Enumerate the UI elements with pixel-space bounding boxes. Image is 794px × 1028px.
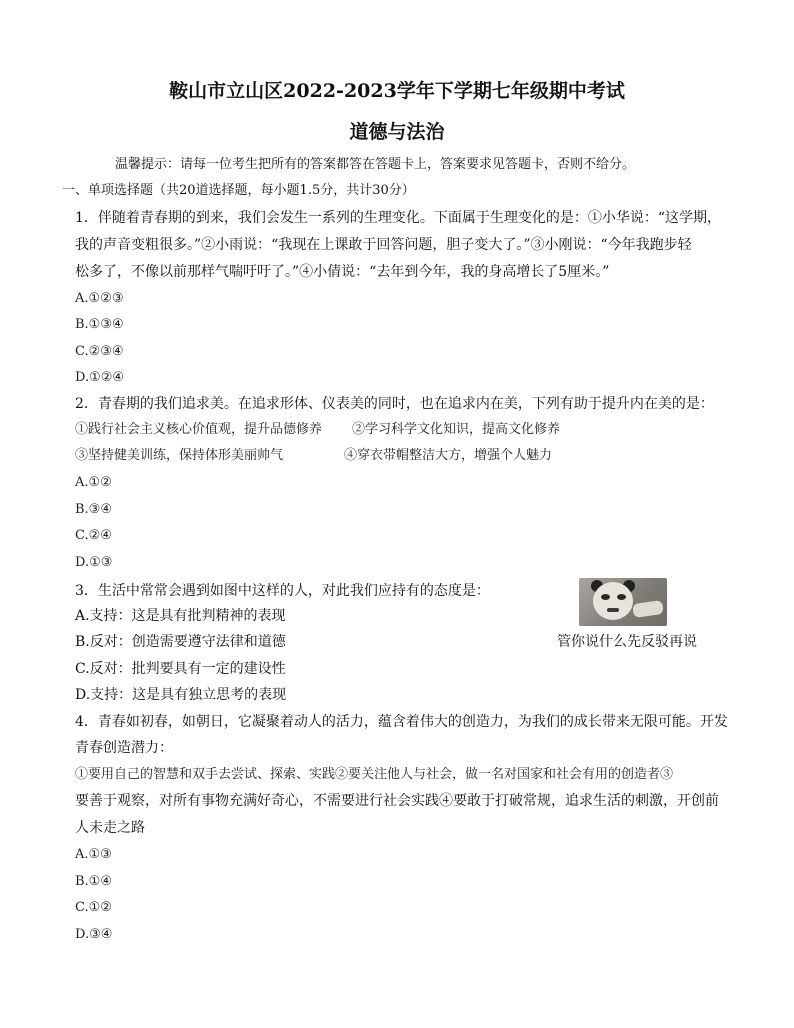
q2-option-b: B.③④ [75,502,112,517]
q4-stem-line-5: 人未走之路 [75,820,145,836]
q2-item-4: ④穿衣带帽整洁大方，增强个人魅力 [344,448,553,463]
q3-stem: 3．生活中常常会遇到如图中这样的人，对此我们应持有的态度是： [75,583,490,599]
q2-item-1: ①践行社会主义核心价值观，提升品德修养 [75,422,323,437]
section-heading: 一、单项选择题（共20道选择题，每小题1.5分，共计30分） [62,183,415,198]
q4-stem-line-3: ①要用自己的智慧和双手去尝试、探索、实践②要关注他人与社会，做一名对国家和社会有用的创造者③ [75,767,674,782]
exam-title: 鞍山市立山区2022-2023学年下学期七年级期中考试 [169,80,625,102]
q4-option-c: C.①② [75,900,112,915]
meme-caption: 管你说什么先反驳再说 [557,634,697,650]
q2-option-a: A.①② [75,475,112,490]
q2-option-d: D.①③ [75,555,113,570]
q2-option-c: C.②④ [75,528,112,543]
q1-stem-line-2: 我的声音变粗很多。”②小雨说：“我现在上课敢于回答问题，胆子变大了。”③小刚说：“今年我跑步轻 [75,237,692,253]
q4-stem-line-2: 青春创造潜力： [75,740,173,756]
q4-option-a: A.①③ [75,847,112,862]
q2-item-2: ②学习科学文化知识，提高文化修养 [352,422,561,437]
q2-item-3: ③坚持健美训练，保持体形美丽帅气 [75,448,284,463]
q4-option-b: B.①④ [75,874,112,889]
q1-option-a: A.①②③ [75,291,124,306]
q3-option-c: C.反对：批判要具有一定的建设性 [75,661,286,677]
panda-meme-image [579,578,667,626]
q1-option-d: D.①②④ [75,370,125,385]
q3-option-b: B.反对：创造需要遵守法律和道德 [75,634,286,650]
q4-stem-line-1: 4．青春如初春，如朝日，它凝聚着动人的活力，蕴含着伟大的创造力，为我们的成长带来无限可能。开发 [75,714,728,730]
q3-option-d: D.支持：这是具有独立思考的表现 [75,687,287,703]
q2-stem: 2．青春期的我们追求美。在追求形体、仪表美的同时，也在追求内在美，下列有助于提升内在美的是： [75,396,714,412]
q1-option-b: B.①③④ [75,317,124,332]
q3-option-a: A.支持：这是具有批判精神的表现 [75,608,286,624]
q4-stem-line-4: 要善于观察，对所有事物充满好奇心，不需要进行社会实践④要敢于打破常规，追求生活的刺激，开创前 [75,793,719,809]
q1-stem-line-1: 1．伴随着青春期的到来，我们会发生一系列的生理变化。下面属于生理变化的是：①小华说：“这学期， [75,210,722,226]
q4-option-d: D.③④ [75,927,113,942]
warm-tip: 温馨提示：请每一位考生把所有的答案都答在答题卡上，答案要求见答题卡，否则不给分。 [115,157,636,172]
q1-stem-line-3: 松多了，不像以前那样气喘吁吁了。”④小倩说：“去年到今年，我的身高增长了5厘米。” [75,264,610,280]
q1-option-c: C.②③④ [75,344,124,359]
exam-subject: 道德与法治 [349,121,445,143]
